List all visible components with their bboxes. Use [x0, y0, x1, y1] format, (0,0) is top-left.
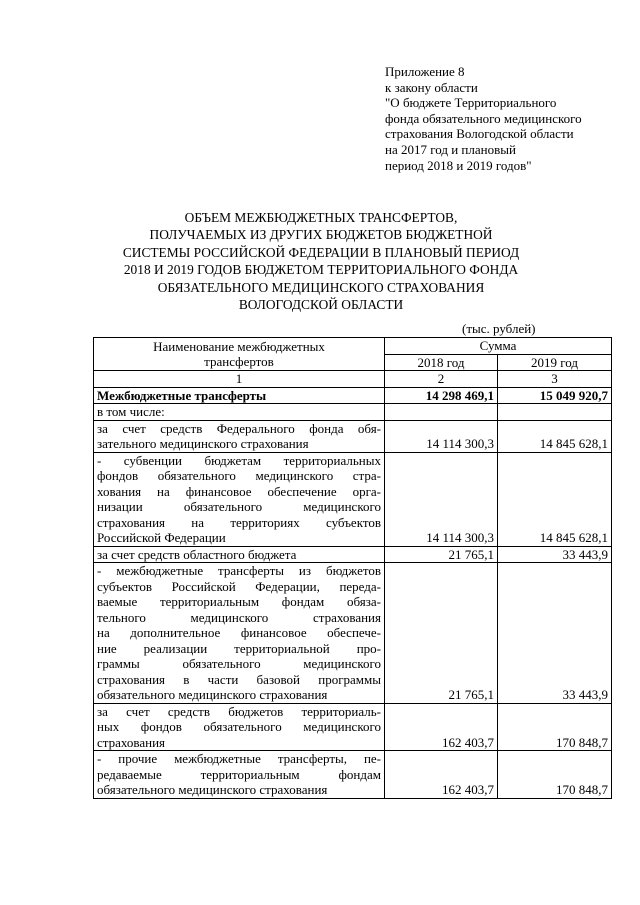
row-name-cell — [94, 452, 385, 546]
value-2018-cell: 14 298 469,1 — [385, 387, 498, 404]
table-row — [94, 563, 612, 704]
value-2019-cell: 15 049 920,7 — [498, 387, 612, 404]
appendix-line: к закону области — [385, 79, 478, 95]
table-header-row — [94, 338, 612, 355]
title-line: ОБЯЗАТЕЛЬНОГО МЕДИЦИНСКОГО СТРАХОВАНИЯ — [157, 279, 485, 295]
header-year-2018: 2018 год — [385, 354, 498, 371]
row-name-line: за счет средств бюджетов территориаль- — [97, 703, 381, 719]
row-name-line: в том числе: — [97, 404, 165, 419]
table-row — [94, 387, 612, 404]
title-line: 2018 И 2019 ГОДОВ БЮДЖЕТОМ ТЕРРИТОРИАЛЬНОГО ФОНДА — [123, 262, 519, 278]
row-name-cell — [94, 420, 385, 452]
appendix-line: Приложение 8 — [385, 64, 465, 79]
row-name-line: на дополнительное финансовое обеспече- — [97, 625, 381, 640]
row-name-line: - межбюджетные трансферты из бюджетов — [97, 563, 381, 578]
header-year-2019: 2019 год — [498, 354, 612, 371]
row-name-line: граммы обязательного медицинского — [97, 656, 381, 671]
value-2018-cell: 14 114 300,3 — [385, 420, 498, 452]
row-name-line: ние реализации территориальной про- — [97, 640, 381, 656]
row-name-cell — [94, 563, 385, 704]
appendix-line: на 2017 год и плановый — [385, 141, 516, 157]
value-2019-cell: 14 845 628,1 — [498, 420, 612, 452]
value-2019-cell: 170 848,7 — [498, 703, 612, 751]
column-number: 2 — [385, 371, 498, 388]
column-number: 3 — [498, 371, 612, 388]
row-name-cell — [94, 703, 385, 751]
value-2019-cell: 14 845 628,1 — [498, 452, 612, 546]
value-2018-cell: 162 403,7 — [385, 703, 498, 751]
value-2018-cell: 21 765,1 — [385, 546, 498, 563]
document-title — [92, 209, 550, 313]
transfers-table — [93, 337, 612, 799]
table-row — [94, 452, 612, 546]
header-name-line: Наименование межбюджетных — [153, 338, 325, 354]
row-name-line: обязательного медицинского страхования — [97, 782, 328, 797]
row-name-line: - прочие межбюджетные трансферты, пе- — [97, 751, 381, 766]
header-sum-cell: Сумма — [385, 338, 612, 355]
row-name-cell — [94, 751, 385, 799]
row-name-cell — [94, 387, 385, 404]
title-line: ПОЛУЧАЕМЫХ ИЗ ДРУГИХ БЮДЖЕТОВ БЮДЖЕТНОЙ — [149, 227, 493, 243]
title-line: ОБЪЕМ МЕЖБЮДЖЕТНЫХ ТРАНСФЕРТОВ, — [184, 210, 458, 225]
row-name-line: страхования в части базовой программы — [97, 671, 381, 687]
appendix-line: "О бюджете Территориального — [385, 95, 557, 111]
row-name-line: за счет средств областного бюджета — [97, 546, 297, 562]
value-2018-cell: 162 403,7 — [385, 751, 498, 799]
table-row — [94, 404, 612, 421]
value-2019-cell — [498, 404, 612, 421]
row-name-line: тельного медицинского страхования — [97, 609, 381, 625]
header-name-line: трансфертов — [204, 354, 274, 369]
appendix-line: страхования Вологодской области — [385, 126, 574, 142]
row-name-line: низации обязательного медицинского — [97, 499, 381, 514]
row-name-line: субъектов Российской Федерации, переда- — [97, 578, 381, 594]
units-label: (тыс. рублей) — [462, 321, 536, 336]
value-2018-cell: 21 765,1 — [385, 563, 498, 704]
row-name-cell — [94, 546, 385, 563]
value-2019-cell: 170 848,7 — [498, 751, 612, 799]
row-name-line: зательного медицинского страхования — [97, 436, 309, 451]
row-name-line: обязательного медицинского страхования — [97, 687, 328, 702]
appendix-header — [385, 64, 625, 173]
row-name-line: фондов обязательного медицинского стра- — [97, 468, 381, 483]
title-line: СИСТЕМЫ РОССИЙСКОЙ ФЕДЕРАЦИИ В ПЛАНОВЫЙ ПЕРИОД — [122, 244, 520, 260]
row-name-line: редаваемые территориальным фондам — [97, 766, 381, 782]
value-2019-cell: 33 443,9 — [498, 546, 612, 563]
row-name-line: - субвенции бюджетам территориальных — [97, 452, 381, 468]
row-name-line: за счет средств Федерального фонда обя- — [97, 420, 381, 436]
appendix-line: фонда обязательного медицинского — [385, 110, 582, 126]
appendix-line: период 2018 и 2019 годов" — [385, 157, 532, 173]
table-row — [94, 546, 612, 563]
value-2018-cell — [385, 404, 498, 421]
row-name-line: Межбюджетные трансферты — [97, 387, 267, 403]
value-2018-cell: 14 114 300,3 — [385, 452, 498, 546]
column-number: 1 — [94, 371, 385, 388]
row-name-line: страхования — [97, 734, 166, 750]
table-row — [94, 703, 612, 751]
table-row — [94, 751, 612, 799]
row-name-line: ных фондов обязательного медицинского — [97, 719, 381, 734]
value-2019-cell: 33 443,9 — [498, 563, 612, 704]
header-name-cell — [94, 338, 385, 371]
row-name-line: Российской Федерации — [97, 530, 226, 545]
row-name-line: страхования на территориях субъектов — [97, 514, 381, 530]
table-row — [94, 420, 612, 452]
table-column-number-row — [94, 371, 612, 388]
title-line: ВОЛОГОДСКОЙ ОБЛАСТИ — [238, 297, 404, 313]
row-name-cell — [94, 404, 385, 421]
row-name-line: хования на финансовое обеспечение орга- — [97, 483, 381, 499]
row-name-line: ваемые территориальным фондам обяза- — [97, 594, 381, 609]
